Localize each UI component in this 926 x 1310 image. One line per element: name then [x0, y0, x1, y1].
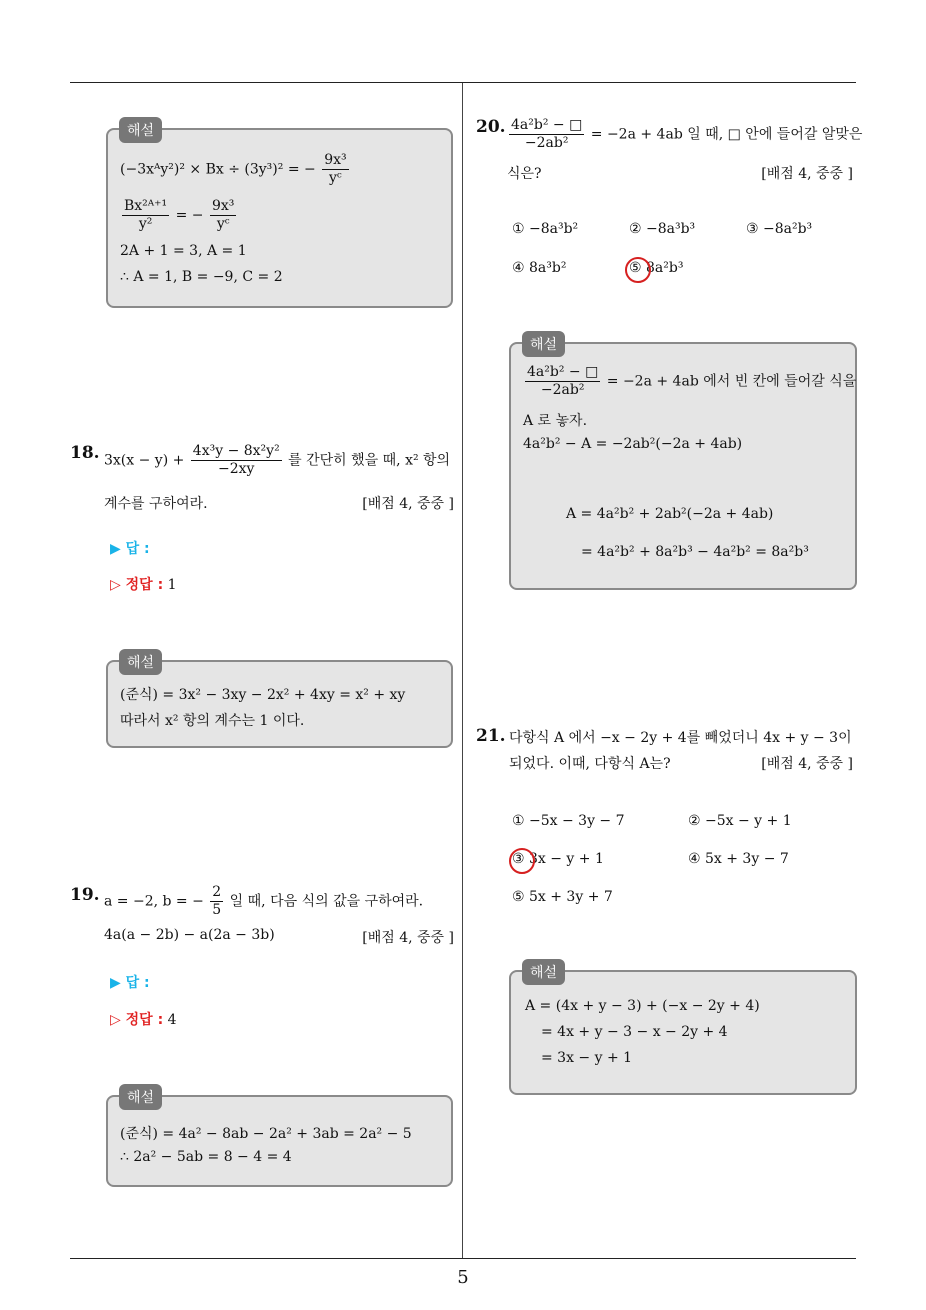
q17-explain-box: (−3xᴬy²)² × Bx ÷ (3y³)² = − $\frac{\text{9x³}}{\text{yᶜ}}$ $\frac{\text{Bx²ᴬ⁺¹}}{\text{y²}}$ = − $\frac{\text{9x³}}{\text{yᶜ}}$ 2A + 1 = 3, A = 1 ∴ A = 1, B = −9, C = 2 — [106, 128, 453, 308]
q18-question-line1: 3x(x − y) + $\frac{\text{4x³y − 8x²y²}}{-2xy}$ 를 간단히 했을 때, x² 항의 — [104, 443, 451, 477]
q19-explain-box: (준식) = 4a² − 8ab − 2a² + 3ab = 2a² − 5 ∴ 2a² − 5ab = 8 − 4 = 4 — [106, 1095, 453, 1187]
q21-choice-3[interactable]: ③ 3x − y + 1 — [512, 851, 604, 867]
q20-choice-5[interactable]: ⑤ 8a²b³ — [629, 260, 684, 276]
q18-correct: ▷ 정답 : 1 — [110, 577, 177, 593]
q20-question-line2: 식은? [배점 4, 중중 ] — [507, 163, 853, 183]
q17-line1: (−3xᴬy²)² × Bx ÷ (3y³)² = − — [120, 161, 316, 178]
q21-choice-2[interactable]: ② −5x − y + 1 — [688, 813, 792, 829]
q20-meta: [배점 4, 중중 ] — [761, 166, 853, 182]
q17-frac1: $\frac{\text{9x³}}{\text{yᶜ}}$ — [324, 152, 347, 186]
q17-line3: ∴ A = 1, B = −9, C = 2 — [120, 269, 283, 285]
bottom-rule — [70, 1258, 856, 1259]
q21-question-line1: 다항식 A 에서 −x − 2y + 4를 빼었더니 4x + y − 3이 — [509, 730, 852, 746]
q19-question-line2: 4a(a − 2b) − a(2a − 3b) [배점 4, 중중 ] — [104, 927, 454, 946]
q20-question-line1: $\frac{\text{4a²b² − □}}{\text{−2ab²}}$ = −2a + 4ab 일 때, □ 안에 들어갈 알맞은 — [511, 117, 863, 151]
q18-explain-box: (준식) = 3x² − 3xy − 2x² + 4xy = x² + xy 따라서 x² 항의 계수는 1 이다. — [106, 660, 453, 748]
q19-answer-label: ▶ 답 : — [110, 975, 150, 991]
q20-choice-4[interactable]: ④ 8a³b² — [512, 260, 567, 276]
q21-number: 21. — [476, 726, 506, 746]
q18-number: 18. — [70, 443, 100, 463]
q18-question-line2: 계수를 구하여라. [배점 4, 중중 ] — [104, 493, 454, 513]
q19-meta: [배점 4, 중중 ] — [362, 930, 454, 946]
q20-number: 20. — [476, 117, 506, 137]
q21-selected-circle-mark — [509, 848, 535, 874]
q20-selected-circle-mark — [625, 257, 651, 283]
q21-choice-5[interactable]: ⑤ 5x + 3y + 7 — [512, 889, 613, 905]
q20-choice-2[interactable]: ② −8a³b³ — [629, 221, 696, 237]
q17-frac3: $\frac{\text{9x³}}{\text{yᶜ}}$ — [212, 198, 235, 232]
q18-meta: [배점 4, 중중 ] — [362, 496, 454, 512]
q19-correct-value: 4 — [167, 1012, 177, 1028]
q17-explain-tag: 해설 — [119, 117, 162, 143]
q21-choice-4[interactable]: ④ 5x + 3y − 7 — [688, 851, 789, 867]
q19-correct: ▷ 정답 : 4 — [110, 1012, 177, 1028]
q18-answer-label: ▶ 답 : — [110, 541, 150, 557]
q21-explain-tag: 해설 — [522, 959, 565, 985]
q18-correct-value: 1 — [167, 577, 177, 593]
page-number: 5 — [457, 1267, 469, 1288]
q21-meta: [배점 4, 중중 ] — [761, 756, 853, 772]
top-rule — [70, 82, 856, 83]
q19-number: 19. — [70, 885, 100, 905]
q20-choice-3[interactable]: ③ −8a²b³ — [746, 221, 813, 237]
q20-choice-1[interactable]: ① −8a³b² — [512, 221, 579, 237]
q20-explain-box: $\frac{\text{4a²b² − □}}{\text{−2ab²}}$ = −2a + 4ab 에서 빈 칸에 들어갈 식을 A 로 놓자. 4a²b² − A = −2ab²(−2a + 4ab) A = 4a²b² + 2ab²(−2a + 4ab) = 4a²b² + 8a²b³ − 4a²b² = 8a²b³ — [509, 342, 857, 590]
q18-explain-tag: 해설 — [119, 649, 162, 675]
q19-question-line1: a = −2, b = − $\frac{2}{5}$ 일 때, 다음 식의 값을 구하여라. — [104, 884, 424, 918]
q21-choice-1[interactable]: ① −5x − 3y − 7 — [512, 813, 625, 829]
q17-line2: 2A + 1 = 3, A = 1 — [120, 243, 247, 259]
q20-explain-tag: 해설 — [522, 331, 565, 357]
column-divider — [462, 83, 463, 1258]
q21-question-line2: 되었다. 이때, 다항식 A는? [배점 4, 중중 ] — [509, 753, 853, 773]
q17-frac2: $\frac{\text{Bx²ᴬ⁺¹}}{\text{y²}}$ — [124, 198, 168, 232]
q19-explain-tag: 해설 — [119, 1084, 162, 1110]
q21-explain-box: A = (4x + y − 3) + (−x − 2y + 4) = 4x + y − 3 − x − 2y + 4 = 3x − y + 1 — [509, 970, 857, 1095]
